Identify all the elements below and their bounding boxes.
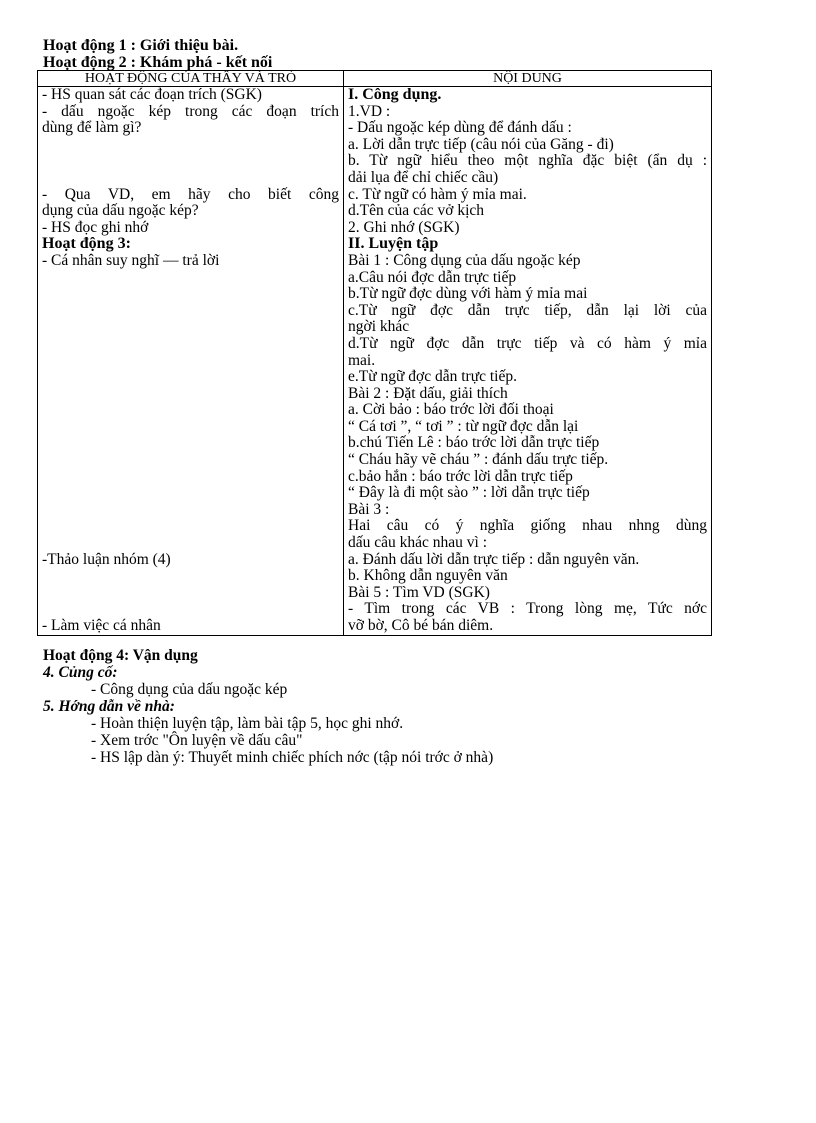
right-line: b. Từ ngữ hiểu theo một nghĩa đặc biệt (ẩn dụ : bbox=[348, 152, 707, 170]
right-line: - Dấu ngoặc kép dùng để đánh dấu : bbox=[348, 119, 572, 137]
lesson-table bbox=[37, 70, 712, 636]
homework-item: - Hoàn thiện luyện tập, làm bài tập 5, học ghi nhớ. bbox=[91, 715, 404, 732]
left-column bbox=[38, 87, 344, 636]
right-line: c.Từ ngữ đợc dẫn trực tiếp, dẫn lại lời của bbox=[348, 301, 707, 319]
table-header-row bbox=[38, 71, 712, 87]
heading-activity-4: Hoạt động 4: Vận dụng bbox=[43, 647, 198, 664]
right-line: a. Lời dẫn trực tiếp (câu nói của Găng - đi) bbox=[348, 135, 614, 153]
right-line: dấu câu khác nhau vì : bbox=[348, 534, 488, 552]
left-line: - Cá nhân suy nghĩ — trả lời bbox=[42, 251, 220, 269]
left-line: - Qua VD, em hãy cho biết công bbox=[42, 185, 339, 203]
right-line: Bài 5 : Tìm VD (SGK) bbox=[348, 583, 490, 601]
homework-item: - HS lập dàn ý: Thuyết minh chiếc phích nớc (tập nói trớc ở nhà) bbox=[91, 749, 494, 766]
right-line: d.Từ ngữ đợc dẫn trực tiếp và có hàm ý mỉa bbox=[348, 334, 707, 352]
right-line: d.Tên của các vở kịch bbox=[348, 202, 485, 220]
right-line: mai. bbox=[348, 351, 376, 369]
right-line: e.Từ ngữ đợc dẫn trực tiếp. bbox=[348, 368, 517, 386]
homework-item: - Xem trớc "Ôn luyện về dấu câu" bbox=[91, 732, 303, 749]
right-line: Hai câu có ý nghĩa giống nhau nhng dùng bbox=[348, 517, 707, 535]
right-line: b. Không dẫn nguyên văn bbox=[348, 567, 508, 585]
right-line: c. Từ ngữ có hàm ý mỉa mai. bbox=[348, 185, 527, 203]
right-line: vỡ bờ, Cô bé bán diêm. bbox=[348, 617, 494, 634]
heading-activity-2: Hoạt động 2 : Khám phá - kết nối bbox=[43, 54, 273, 71]
right-line: a.Câu nói đợc dẫn trực tiếp bbox=[348, 268, 517, 286]
section-4-item: - Công dụng của dấu ngoặc kép bbox=[91, 681, 288, 698]
right-line: “ Cháu hãy vẽ cháu ” : đánh dấu trực tiếp. bbox=[348, 451, 609, 469]
right-line: - Tìm trong các VB : Trong lòng mẹ, Tức nớc bbox=[348, 600, 707, 618]
right-line: a. Cời bảo : báo trớc lời đối thoại bbox=[348, 401, 554, 419]
right-line: c.bảo hắn : báo trớc lời dẫn trực tiếp bbox=[348, 467, 573, 485]
section-title-practice: II. Luyện tập bbox=[348, 235, 439, 253]
heading-activity-3: Hoạt động 3: bbox=[42, 235, 131, 253]
left-line: - HS đọc ghi nhớ bbox=[42, 218, 149, 236]
right-line: “ Đây là đi một sào ” : lời dẫn trực tiếp bbox=[348, 484, 590, 502]
right-line: 1.VD : bbox=[348, 102, 391, 120]
right-line: ngời khác bbox=[348, 318, 410, 336]
heading-activity-1: Hoạt động 1 : Giới thiệu bài. bbox=[43, 37, 239, 54]
left-line: dụng của dấu ngoặc kép? bbox=[42, 202, 199, 220]
left-line: - HS quan sát các đoạn trích (SGK) bbox=[42, 86, 262, 103]
left-line: -Thảo luận nhóm (4) bbox=[42, 550, 171, 568]
right-line: “ Cá tơi ”, “ tơi ” : từ ngữ đợc dẫn lại bbox=[348, 417, 579, 435]
section-5-title: 5. Hớng dẫn về nhà: bbox=[43, 698, 175, 715]
section-4-title: 4. Củng cố: bbox=[43, 664, 118, 681]
right-line: Bài 1 : Công dụng của dấu ngoặc kép bbox=[348, 251, 581, 269]
right-column bbox=[344, 87, 712, 636]
header-content: NỘI DUNG bbox=[344, 71, 712, 87]
right-line: 2. Ghi nhớ (SGK) bbox=[348, 218, 460, 236]
left-line: - dấu ngoặc kép trong các đoạn trích bbox=[42, 102, 339, 120]
left-line: dùng để làm gì? bbox=[42, 119, 142, 137]
section-title-usage: I. Công dụng. bbox=[348, 86, 442, 103]
right-line: dải lụa để chỉ chiếc cầu) bbox=[348, 168, 499, 186]
right-line: Bài 3 : bbox=[348, 500, 390, 518]
right-line: a. Đánh dấu lời dẫn trực tiếp : dẫn nguyên văn. bbox=[348, 550, 640, 568]
table-body-row bbox=[38, 87, 712, 636]
right-line: b.Từ ngữ đợc dùng với hàm ý mỉa mai bbox=[348, 285, 588, 303]
right-line: b.chú Tiến Lê : báo trớc lời dẫn trực tiếp bbox=[348, 434, 600, 452]
header-teacher-student: HOẠT ĐỘNG CỦA THẦY VÀ TRÒ bbox=[38, 71, 344, 87]
right-line: Bài 2 : Đặt dấu, giải thích bbox=[348, 384, 508, 402]
left-line: - Làm việc cá nhân bbox=[42, 617, 161, 634]
